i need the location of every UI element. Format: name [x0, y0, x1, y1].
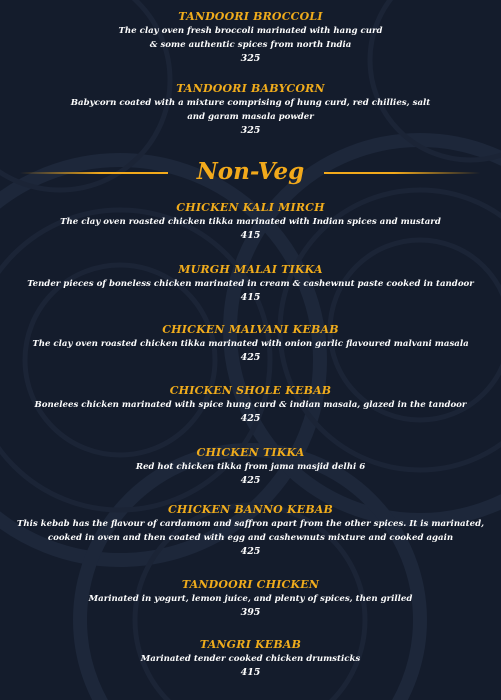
dish-description: and garam masala powder: [187, 112, 314, 122]
dish-description: Bonelees chicken marinated with spice hung curd & indian masala, glazed in the tandoor: [34, 400, 467, 410]
dish-description: The clay oven roasted chicken tikka marinated with Indian spices and mustard: [60, 217, 441, 227]
dish-description: Marinated in yogurt, lemon juice, and plenty of spices, then grilled: [88, 594, 413, 604]
menu-item-murgh-malai-tikka: [0, 263, 501, 305]
dish-name: CHICKEN MALVANI KEBAB: [162, 323, 339, 336]
menu-item-tandoori-broccoli: [0, 10, 501, 66]
dish-description: & some authentic spices from north India: [149, 40, 352, 50]
dish-price: 415: [240, 292, 261, 303]
non-veg-section-header: [0, 156, 501, 188]
dish-price: 325: [240, 125, 261, 136]
dish-price: 425: [240, 546, 261, 557]
dish-description: Marinated tender cooked chicken drumsticks: [140, 654, 361, 664]
dish-description: This kebab has the flavour of cardamom and saffron apart from the other spices. It is marinated,: [16, 519, 485, 529]
dish-name: TANDOORI BROCCOLI: [178, 10, 323, 23]
dish-price: 425: [240, 413, 261, 424]
menu-item-tandoori-babycorn: [0, 82, 501, 138]
dish-description: The clay oven fresh broccoli marinated with hang curd: [118, 26, 383, 36]
dish-price: 415: [240, 230, 261, 241]
menu-item-tangri-kebab: [0, 638, 501, 680]
right-divider-rule: [324, 172, 480, 174]
dish-description: Babycorn coated with a mixture comprising of hung curd, red chillies, salt: [70, 98, 431, 108]
dish-price: 425: [240, 352, 261, 363]
menu-item-tandoori-chicken: [0, 578, 501, 620]
menu-item-chicken-malvani-kebab: [0, 323, 501, 365]
dish-name: CHICKEN KALI MIRCH: [176, 201, 325, 214]
menu-item-chicken-kali-mirch: [0, 201, 501, 243]
dish-price: 425: [240, 475, 261, 486]
menu-item-chicken-shole-kebab: [0, 384, 501, 426]
dish-description: Red hot chicken tikka from jama masjid delhi 6: [135, 462, 366, 472]
dish-name: CHICKEN BANNO KEBAB: [167, 503, 334, 516]
dish-description: The clay oven roasted chicken tikka marinated with onion garlic flavoured malvani masala: [32, 339, 469, 349]
section-title: Non-Veg: [196, 158, 305, 185]
menu-item-chicken-banno-kebab: [0, 503, 501, 559]
dish-name: TANDOORI CHICKEN: [181, 578, 320, 591]
dish-description: cooked in oven and then coated with egg and cashewnuts mixture and cooked again: [47, 533, 454, 543]
dish-name: CHICKEN SHOLE KEBAB: [169, 384, 332, 397]
dish-name: MURGH MALAI TIKKA: [178, 263, 323, 276]
dish-price: 395: [240, 607, 261, 618]
dish-description: Tender pieces of boneless chicken marinated in cream & cashewnut paste cooked in tandoor: [27, 279, 474, 289]
dish-name: CHICKEN TIKKA: [196, 446, 305, 459]
dish-name: TANGRI KEBAB: [199, 638, 302, 651]
dish-price: 325: [240, 53, 261, 64]
dish-price: 415: [240, 667, 261, 678]
menu-item-chicken-tikka: [0, 446, 501, 488]
dish-name: TANDOORI BABYCORN: [176, 82, 325, 95]
